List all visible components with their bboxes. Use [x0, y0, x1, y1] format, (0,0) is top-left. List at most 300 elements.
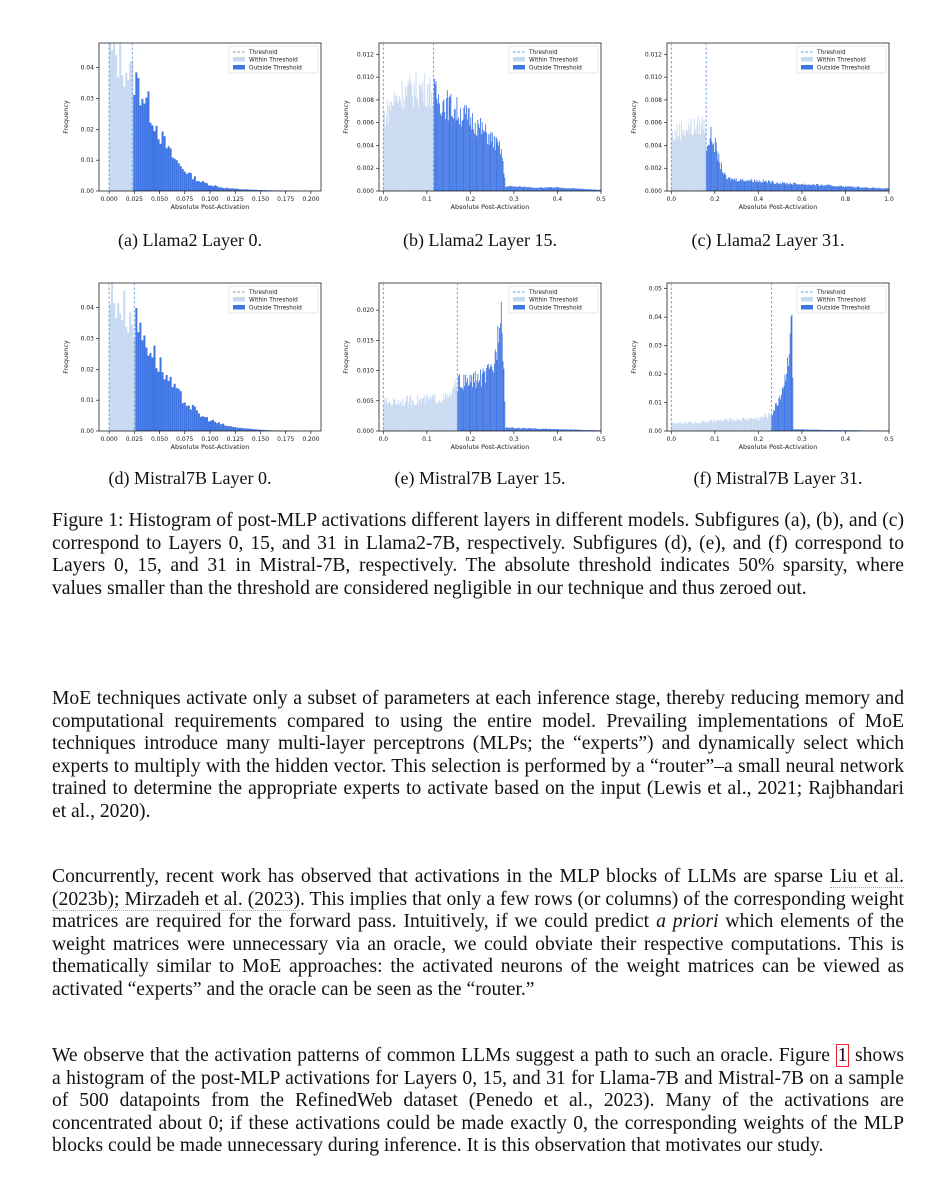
- bar: [782, 182, 783, 191]
- bar: [711, 420, 712, 431]
- bar: [403, 98, 404, 191]
- bar: [715, 422, 716, 431]
- y-axis-label: Frequency: [630, 340, 638, 374]
- bar: [577, 189, 578, 191]
- x-tick-label: 0.100: [201, 436, 219, 443]
- bar: [540, 187, 541, 191]
- bar: [844, 187, 845, 191]
- bar: [735, 421, 736, 431]
- bar: [760, 182, 761, 191]
- bar: [417, 395, 418, 431]
- bar: [797, 184, 798, 191]
- x-tick-label: 0.150: [251, 196, 270, 203]
- bar: [861, 188, 862, 191]
- bar: [182, 403, 184, 431]
- bar: [859, 188, 860, 191]
- bar: [484, 131, 485, 191]
- bar: [822, 185, 823, 191]
- bar: [244, 428, 246, 431]
- bar: [483, 369, 484, 431]
- bar: [444, 112, 445, 191]
- bar: [147, 91, 149, 191]
- bar: [407, 86, 408, 191]
- bar: [771, 181, 772, 191]
- bar: [773, 410, 774, 431]
- bar: [529, 428, 530, 431]
- bar: [692, 137, 693, 191]
- bar: [466, 106, 467, 191]
- bar: [691, 422, 692, 431]
- bar: [767, 418, 768, 431]
- bar: [682, 423, 683, 431]
- bar: [406, 95, 407, 191]
- bar: [429, 398, 430, 431]
- bar: [503, 161, 504, 191]
- bar: [232, 188, 234, 191]
- bar: [430, 108, 431, 191]
- bar: [218, 422, 220, 431]
- bar: [551, 187, 552, 191]
- bar: [224, 188, 226, 191]
- y-tick-label: 0.000: [356, 188, 374, 195]
- bar: [491, 366, 492, 431]
- bar: [398, 400, 399, 431]
- bar: [733, 180, 734, 191]
- x-tick-label: 0.175: [277, 196, 295, 203]
- bar: [692, 424, 693, 431]
- bar: [693, 424, 694, 431]
- bar: [693, 133, 694, 191]
- bar: [787, 184, 788, 191]
- bar: [678, 137, 679, 191]
- bar: [744, 182, 745, 191]
- bar: [123, 87, 125, 191]
- bar: [709, 420, 710, 431]
- bar: [387, 405, 388, 431]
- bar: [162, 131, 164, 191]
- bar: [174, 384, 176, 431]
- bar: [746, 181, 747, 191]
- bar: [860, 188, 861, 191]
- x-tick-label: 0.2: [465, 436, 476, 443]
- bar: [125, 73, 127, 191]
- bar: [428, 396, 429, 431]
- bar: [536, 188, 537, 191]
- bar: [705, 422, 706, 431]
- bar: [529, 188, 530, 191]
- bar: [704, 134, 705, 191]
- bar: [400, 401, 401, 431]
- bar: [452, 117, 453, 191]
- legend-outside-label: Outside Threshold: [529, 305, 582, 312]
- bar: [775, 184, 776, 191]
- y-tick-label: 0.005: [356, 397, 374, 405]
- bar: [423, 397, 424, 431]
- bar: [854, 187, 855, 191]
- bar: [738, 421, 739, 431]
- bar: [704, 423, 705, 431]
- bar: [706, 422, 707, 431]
- bar: [847, 186, 848, 191]
- bar: [441, 402, 442, 431]
- bar: [477, 381, 478, 431]
- bar: [776, 183, 777, 191]
- bar: [768, 180, 769, 191]
- bar: [141, 99, 143, 191]
- bar: [425, 404, 426, 431]
- bar: [696, 422, 697, 431]
- x-tick-label: 0.125: [226, 436, 244, 443]
- bar: [226, 188, 228, 191]
- bar: [746, 418, 747, 431]
- bar: [881, 188, 882, 191]
- bar: [390, 407, 391, 431]
- bar: [475, 123, 476, 191]
- bar: [702, 116, 703, 191]
- bar: [779, 184, 780, 191]
- bar: [765, 414, 766, 431]
- bar: [869, 188, 870, 191]
- bar: [842, 186, 843, 191]
- subfigure-caption-f: (f) Mistral7B Layer 31.: [693, 468, 863, 488]
- bar: [773, 183, 774, 191]
- bar: [115, 55, 117, 191]
- bar: [569, 188, 570, 191]
- bar: [143, 335, 145, 431]
- bar: [423, 399, 424, 431]
- bar: [732, 179, 733, 191]
- x-axis-label: Absolute Post-Activation: [450, 443, 530, 451]
- bar: [218, 187, 220, 191]
- x-tick-label: 0.100: [201, 196, 219, 203]
- bar: [541, 187, 542, 191]
- paragraph-sparsity: [52, 866, 904, 1001]
- y-tick-label: 0.01: [648, 399, 662, 407]
- bar: [420, 86, 421, 191]
- y-axis-label: Frequency: [62, 100, 70, 134]
- bar: [514, 186, 515, 191]
- bar: [204, 417, 206, 431]
- bar: [549, 187, 550, 191]
- bar: [697, 424, 698, 431]
- bar: [479, 380, 480, 431]
- bar: [702, 423, 703, 431]
- bar: [210, 421, 212, 431]
- bar: [788, 366, 789, 431]
- x-tick-label: 0.5: [596, 436, 606, 443]
- bar: [738, 182, 739, 191]
- bar: [202, 181, 204, 191]
- bar: [833, 186, 834, 191]
- bar: [386, 398, 387, 431]
- bar: [145, 98, 147, 191]
- bar: [544, 187, 545, 191]
- bar: [509, 427, 510, 431]
- bar: [545, 188, 546, 191]
- bar: [408, 406, 409, 431]
- bar: [467, 120, 468, 192]
- bar: [490, 364, 491, 431]
- bar: [765, 181, 766, 191]
- bar: [481, 134, 482, 191]
- bar: [751, 179, 752, 191]
- x-tick-label: 0.3: [509, 436, 519, 443]
- bar: [782, 387, 783, 431]
- bar: [717, 420, 718, 431]
- bar: [726, 419, 727, 431]
- bar: [558, 187, 559, 191]
- bar: [416, 404, 417, 431]
- bar: [743, 181, 744, 191]
- x-tick-label: 0.175: [277, 436, 295, 443]
- bar: [405, 401, 406, 431]
- bar: [452, 389, 453, 431]
- bar: [449, 396, 450, 431]
- bar: [424, 73, 425, 191]
- bar: [409, 395, 410, 431]
- bar: [212, 420, 214, 431]
- bar: [422, 398, 423, 431]
- bar: [228, 188, 230, 191]
- bar: [530, 187, 531, 191]
- bar: [770, 416, 771, 431]
- bar: [176, 160, 178, 191]
- bar: [673, 423, 674, 431]
- bar: [716, 142, 717, 191]
- y-tick-label: 0.00: [80, 188, 94, 195]
- bar: [761, 416, 762, 431]
- bar: [483, 130, 484, 191]
- bar: [388, 403, 389, 431]
- bar: [726, 179, 727, 191]
- bar: [513, 428, 514, 431]
- bar: [875, 188, 876, 191]
- bar: [417, 98, 418, 191]
- bar: [493, 147, 494, 191]
- bar: [691, 421, 692, 431]
- bar: [718, 154, 719, 191]
- bar: [724, 420, 725, 431]
- bar: [393, 398, 394, 431]
- bar: [499, 141, 500, 191]
- bar: [855, 188, 856, 191]
- bar: [139, 323, 141, 431]
- bar: [415, 405, 416, 431]
- legend-threshold-label: Threshold: [817, 50, 846, 56]
- bar: [442, 112, 443, 191]
- bar: [437, 401, 438, 431]
- bar: [424, 395, 425, 431]
- bar: [704, 119, 705, 191]
- bar: [796, 184, 797, 191]
- bar: [403, 398, 404, 431]
- bar: [743, 418, 744, 431]
- bar: [687, 424, 688, 431]
- bar: [484, 371, 485, 431]
- bar: [129, 312, 131, 431]
- bar: [507, 186, 508, 191]
- bar: [835, 187, 836, 191]
- bar: [815, 186, 816, 191]
- bar: [422, 92, 423, 191]
- bar: [700, 423, 701, 431]
- bar: [516, 186, 517, 191]
- bar: [853, 187, 854, 191]
- bar: [704, 421, 705, 431]
- bar: [818, 184, 819, 191]
- bar: [449, 98, 450, 192]
- bar: [503, 369, 504, 431]
- legend: [509, 46, 598, 73]
- figure-reference-link[interactable]: 1: [837, 1045, 848, 1066]
- bar: [524, 428, 525, 431]
- bar: [178, 163, 180, 191]
- bar: [521, 428, 522, 431]
- bar: [194, 407, 196, 431]
- x-tick-label: 0.1: [422, 196, 432, 203]
- bar: [485, 124, 486, 191]
- x-tick-label: 0.4: [840, 436, 851, 443]
- legend-within-label: Within Threshold: [817, 297, 866, 304]
- bar: [160, 357, 162, 431]
- bar: [710, 421, 711, 431]
- bar: [480, 369, 481, 431]
- bar: [446, 397, 447, 431]
- bar: [564, 188, 565, 191]
- bar: [719, 163, 720, 191]
- citation-link[interactable]: Liu et al. (2023b); Mirzadeh et al. (2023): [52, 866, 904, 910]
- bar: [738, 420, 739, 431]
- x-tick-label: 0.5: [596, 196, 606, 203]
- bar: [521, 187, 522, 191]
- bar: [397, 404, 398, 431]
- legend: [797, 286, 886, 313]
- bar: [759, 419, 760, 431]
- bar: [781, 184, 782, 191]
- bar: [724, 421, 725, 432]
- bar: [729, 178, 730, 191]
- y-tick-label: 0.008: [356, 96, 374, 104]
- bar: [747, 420, 748, 431]
- legend-within-swatch: [801, 57, 813, 62]
- y-tick-label: 0.006: [644, 119, 662, 127]
- bar: [565, 188, 566, 191]
- bar: [506, 427, 507, 431]
- bar: [557, 187, 558, 191]
- bar: [204, 183, 206, 191]
- bar: [489, 369, 490, 431]
- bar: [769, 181, 770, 191]
- bar: [395, 101, 396, 191]
- bar: [817, 184, 818, 191]
- bar: [156, 368, 158, 431]
- bar: [870, 188, 871, 191]
- bar: [720, 169, 721, 191]
- bar: [396, 95, 397, 191]
- bar: [538, 187, 539, 191]
- x-tick-label: 0.200: [302, 196, 320, 203]
- bar: [859, 187, 860, 192]
- bar: [426, 107, 427, 191]
- x-tick-label: 1.0: [884, 196, 894, 203]
- bar: [164, 136, 166, 191]
- bar: [226, 426, 228, 431]
- bar: [463, 375, 464, 431]
- bar: [537, 188, 538, 191]
- bar: [447, 90, 448, 191]
- bar: [731, 418, 732, 431]
- bar: [158, 139, 160, 191]
- x-tick-label: 0.4: [552, 436, 563, 443]
- bar: [151, 125, 153, 191]
- histogram-c: [623, 35, 898, 220]
- bar: [531, 429, 532, 431]
- subfigure-a: [55, 35, 330, 220]
- bar: [686, 129, 687, 191]
- bar: [556, 187, 557, 191]
- subfigure-caption-a: (a) Llama2 Layer 0.: [118, 230, 262, 250]
- bar: [682, 130, 683, 191]
- bar: [472, 387, 473, 431]
- bar: [392, 106, 393, 191]
- bar: [186, 406, 188, 431]
- bar: [459, 374, 460, 431]
- bar: [405, 86, 406, 191]
- bar: [714, 152, 715, 191]
- bar: [489, 145, 490, 191]
- bar: [675, 425, 676, 431]
- bar: [431, 92, 432, 191]
- legend-outside-label: Outside Threshold: [249, 65, 302, 72]
- bar: [501, 149, 502, 191]
- bar: [186, 174, 188, 191]
- bar: [681, 424, 682, 431]
- bar: [562, 188, 563, 191]
- bar: [772, 415, 773, 431]
- legend: [229, 286, 318, 313]
- bar: [530, 428, 531, 431]
- bar: [724, 173, 725, 191]
- bar: [832, 186, 833, 191]
- y-tick-label: 0.02: [80, 366, 94, 374]
- bar: [503, 174, 504, 191]
- bar: [473, 129, 474, 191]
- bar: [830, 185, 831, 191]
- bar: [399, 96, 400, 191]
- p3-text-a: We observe that the activation patterns of common LLMs suggest a path to such an oracle. Figure: [52, 1045, 836, 1066]
- bar: [439, 400, 440, 431]
- bar: [886, 188, 887, 191]
- bar: [805, 185, 806, 191]
- bar: [731, 422, 732, 431]
- bar: [196, 181, 198, 191]
- bar: [509, 187, 510, 191]
- bar: [559, 188, 560, 191]
- bar: [790, 334, 791, 431]
- bar: [389, 401, 390, 431]
- bar: [518, 187, 519, 191]
- bar: [214, 422, 216, 431]
- bar: [560, 188, 561, 191]
- bar: [206, 183, 208, 191]
- bar: [490, 132, 491, 191]
- bar: [224, 425, 226, 431]
- bar: [754, 419, 755, 431]
- bar: [495, 150, 496, 191]
- bar: [461, 126, 462, 191]
- bar: [683, 135, 684, 191]
- bar: [168, 146, 170, 191]
